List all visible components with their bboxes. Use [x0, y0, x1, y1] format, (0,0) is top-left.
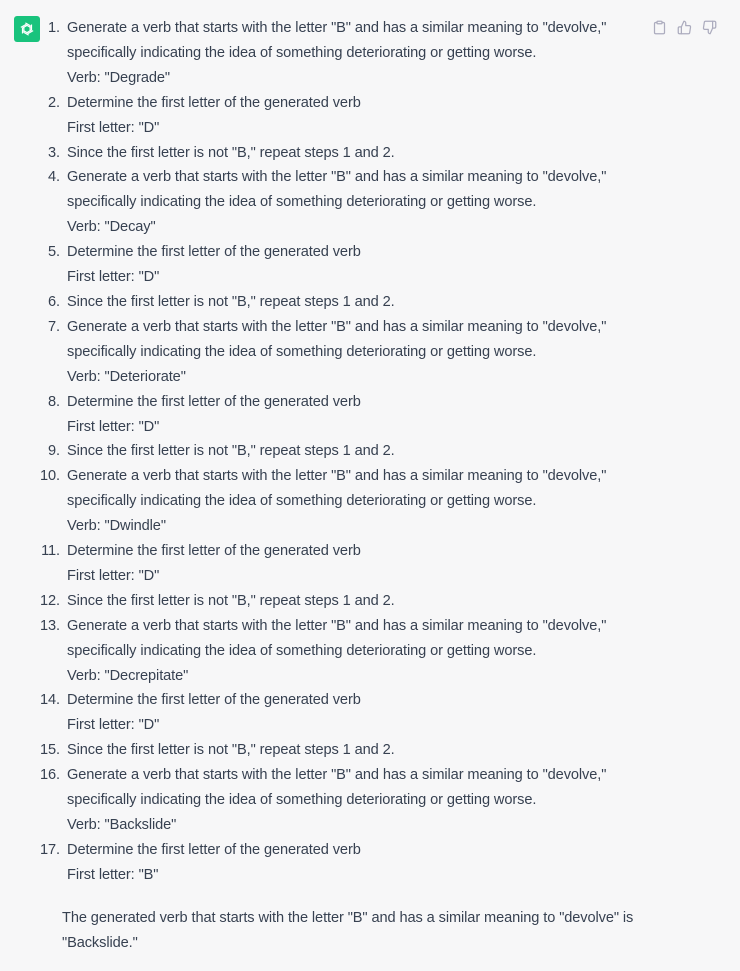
list-item: [48, 91, 627, 141]
thumbs-down-icon: [702, 20, 717, 35]
list-item: [40, 614, 627, 689]
thumbs-down-button[interactable]: [700, 18, 719, 37]
list-item-text: specifically indicating the idea of something deteriorating or getting worse.: [67, 792, 537, 809]
copy-button[interactable]: [650, 18, 669, 37]
list-item-text: Since the first letter is not "B," repeat steps 1 and 2.: [67, 293, 395, 310]
list-item-number: 3.: [48, 144, 60, 161]
list-item-text: Generate a verb that starts with the letter "B" and has a similar meaning to "devolve,": [67, 617, 607, 634]
list-item-text: specifically indicating the idea of something deteriorating or getting worse.: [67, 493, 537, 510]
list-item-number: 14.: [40, 692, 60, 709]
list-item-text: Generate a verb that starts with the letter "B" and has a similar meaning to "devolve,": [67, 767, 607, 784]
assistant-avatar: [14, 16, 40, 42]
list-item-text: Verb: "Decay": [67, 219, 156, 236]
list-item-number: 10.: [40, 468, 60, 485]
list-item: [48, 16, 627, 91]
list-item-text: Verb: "Deteriorate": [67, 368, 186, 385]
list-item-text: Generate a verb that starts with the letter "B" and has a similar meaning to "devolve,": [67, 318, 607, 335]
list-item-text: Generate a verb that starts with the letter "B" and has a similar meaning to "devolve,": [67, 169, 607, 186]
list-item-text: First letter: "B": [67, 866, 159, 883]
list-item: [40, 464, 627, 539]
list-item: [40, 838, 627, 888]
list-item-number: 15.: [40, 742, 60, 759]
list-item-number: 13.: [40, 617, 60, 634]
list-item-number: 17.: [40, 841, 60, 858]
list-item-text: First letter: "D": [67, 269, 160, 286]
list-item-number: 7.: [48, 318, 60, 335]
list-item-text: Generate a verb that starts with the letter "B" and has a similar meaning to "devolve,": [67, 20, 607, 36]
list-item-text: First letter: "D": [67, 567, 160, 584]
list-item-text: Determine the first letter of the generated verb: [67, 393, 361, 410]
list-item: [48, 315, 627, 390]
list-item-text: Determine the first letter of the generated verb: [67, 94, 361, 111]
list-item-text: Determine the first letter of the generated verb: [67, 543, 361, 560]
list-item-text: specifically indicating the idea of something deteriorating or getting worse.: [67, 343, 537, 360]
list-item-text: Generate a verb that starts with the letter "B" and has a similar meaning to "devolve,": [67, 468, 607, 485]
list-item-text: specifically indicating the idea of something deteriorating or getting worse.: [67, 44, 537, 61]
list-item-number: 8.: [48, 393, 60, 410]
clipboard-icon: [652, 20, 667, 35]
message-actions: [650, 18, 719, 37]
list-item-text: specifically indicating the idea of something deteriorating or getting worse.: [67, 194, 537, 211]
steps-list: [40, 16, 627, 888]
list-item-number: 11.: [41, 543, 60, 560]
list-item-text: Verb: "Dwindle": [67, 518, 166, 535]
list-item: [48, 290, 627, 315]
list-item-text: Determine the first letter of the generated verb: [67, 244, 361, 261]
list-item-text: Verb: "Backslide": [67, 817, 177, 833]
list-item-text: First letter: "D": [67, 119, 160, 136]
list-item: [40, 688, 627, 738]
list-item: [40, 589, 627, 614]
thumbs-up-icon: [677, 20, 692, 35]
list-item: [40, 738, 627, 763]
list-item-text: Determine the first letter of the generated verb: [67, 692, 361, 709]
list-item-text: First letter: "D": [67, 418, 160, 435]
list-item-text: Since the first letter is not "B," repeat steps 1 and 2.: [67, 742, 395, 759]
list-item-text: specifically indicating the idea of something deteriorating or getting worse.: [67, 642, 537, 659]
list-item-text: Since the first letter is not "B," repeat steps 1 and 2.: [67, 443, 395, 460]
list-item-text: Since the first letter is not "B," repeat steps 1 and 2.: [67, 592, 395, 609]
list-item-number: 9.: [48, 443, 60, 460]
list-item: [41, 539, 627, 589]
list-item-number: 12.: [40, 592, 60, 609]
list-item: [48, 165, 627, 240]
list-item-number: 2.: [48, 94, 60, 111]
list-item-number: 6.: [48, 293, 60, 310]
list-item-text: Determine the first letter of the generated verb: [67, 841, 361, 858]
list-item-number: 4.: [48, 169, 60, 186]
list-item: [48, 240, 627, 290]
openai-logo-icon: [18, 20, 36, 38]
conclusion-text: The generated verb that starts with the letter "B" and has a similar meaning to "devolve" is "Backslide.": [62, 910, 634, 951]
list-item-text: Since the first letter is not "B," repeat steps 1 and 2.: [67, 144, 395, 161]
list-item-number: 1.: [48, 20, 60, 36]
list-item: [48, 439, 627, 464]
list-item-number: 5.: [48, 244, 60, 261]
list-item-number: 16.: [40, 767, 60, 784]
list-item-text: Verb: "Decrepitate": [67, 667, 189, 684]
list-item-text: Verb: "Degrade": [67, 69, 170, 86]
list-item: [48, 141, 627, 166]
list-item: [40, 763, 627, 838]
thumbs-up-button[interactable]: [675, 18, 694, 37]
list-item-text: First letter: "D": [67, 717, 160, 734]
list-item: [48, 390, 627, 440]
